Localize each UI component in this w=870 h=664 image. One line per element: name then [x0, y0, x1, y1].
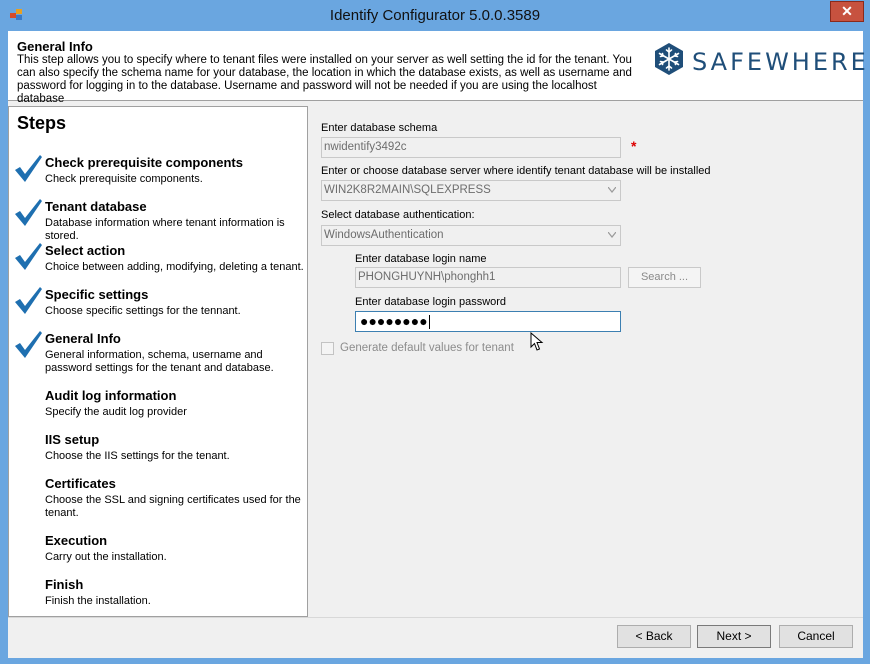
next-button[interactable]: Next >	[697, 625, 771, 648]
step-description: Check prerequisite components.	[45, 173, 203, 185]
password-input[interactable]	[355, 311, 621, 332]
page-header	[8, 31, 869, 105]
search-button[interactable]: Search ...	[628, 267, 701, 288]
step-description: Choose the IIS settings for the tenant.	[45, 450, 230, 462]
chevron-down-icon[interactable]	[608, 187, 616, 193]
step-title: IIS setup	[45, 432, 100, 447]
text-caret	[429, 315, 430, 329]
auth-select[interactable]	[321, 225, 621, 246]
login-label: Enter database login name	[355, 253, 487, 265]
step-description: Finish the installation.	[45, 595, 151, 607]
window-title: Identify Configurator 5.0.0.3589	[329, 7, 541, 24]
password-mask: ●●●●●●●●	[360, 313, 428, 329]
snowflake-icon	[652, 42, 686, 76]
step-description: Database information where tenant information is stored.	[45, 217, 285, 242]
checkmark-icon	[13, 197, 43, 227]
checkmark-icon	[13, 153, 43, 183]
step-title: Execution	[45, 533, 108, 548]
login-input[interactable]: PHONGHUYNH\phonghh1	[355, 267, 621, 288]
steps-title: Steps	[17, 113, 67, 133]
step-description: Choice between adding, modifying, deleting a tenant.	[45, 261, 304, 273]
schema-label: Enter database schema	[321, 122, 438, 134]
generate-defaults-label: Generate default values for tenant	[340, 342, 514, 354]
footer-divider	[8, 617, 863, 618]
auth-value: WindowsAuthentication	[324, 229, 444, 241]
cancel-button[interactable]: Cancel	[779, 625, 853, 648]
chevron-down-icon[interactable]	[608, 232, 616, 238]
page-title: General Info	[17, 39, 93, 54]
password-label: Enter database login password	[355, 296, 507, 308]
required-indicator: *	[631, 138, 637, 154]
checkmark-icon	[13, 329, 43, 359]
generate-defaults-checkbox[interactable]	[321, 342, 334, 355]
step-description: Carry out the installation.	[45, 551, 167, 563]
client-area	[8, 31, 869, 658]
general-info-form	[309, 106, 863, 617]
step-description: Choose specific settings for the tennant.	[45, 305, 241, 317]
back-button[interactable]: < Back	[617, 625, 691, 648]
step-title: Specific settings	[45, 287, 149, 302]
checkmark-icon	[13, 241, 43, 271]
schema-input[interactable]: nwidentify3492c	[321, 137, 621, 158]
step-title: Tenant database	[45, 199, 147, 214]
server-combobox[interactable]	[321, 180, 621, 201]
step-description: Specify the audit log provider	[45, 406, 187, 418]
server-value: WIN2K8R2MAIN\SQLEXPRESS	[324, 184, 491, 196]
page-description: This step allows you to specify where to tenant files were installed on your server as well setting the id for the tenant. You can also specify the schema name for your database, the location in which the database exists, as well as username and password for logging in to the database. Username and password will not be needed if you are using the localhost database	[17, 54, 632, 105]
step-description: Choose the SSL and signing certificates used for the tenant.	[45, 494, 301, 519]
server-label: Enter or choose database server where identify tenant database will be installed	[321, 165, 711, 177]
step-description: General information, schema, username and password settings for the tenant and database.	[45, 349, 274, 374]
title-bar[interactable]	[0, 0, 870, 31]
step-title: Select action	[45, 243, 126, 258]
logo-text: SAFEWHERE	[692, 48, 869, 76]
steps-panel	[8, 106, 308, 617]
step-title: Certificates	[45, 476, 116, 491]
step-title: General Info	[45, 331, 121, 346]
step-title: Audit log information	[45, 388, 177, 403]
step-title: Check prerequisite components	[45, 155, 243, 170]
step-title: Finish	[45, 577, 84, 592]
auth-label: Select database authentication:	[321, 209, 475, 221]
close-button[interactable]: ✕	[830, 1, 864, 22]
safewhere-logo	[652, 42, 869, 78]
mouse-pointer-icon	[530, 332, 544, 352]
checkmark-icon	[13, 285, 43, 315]
